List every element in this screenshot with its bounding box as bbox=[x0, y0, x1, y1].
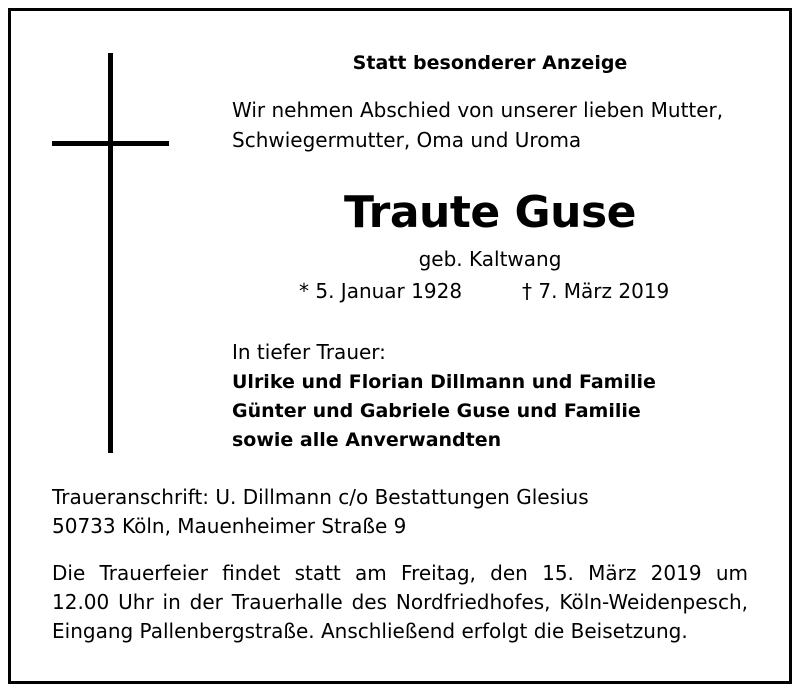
funeral-info-line: Eingang Pallenbergstraße. Anschließend erfolgt die Beisetzung. bbox=[52, 619, 688, 643]
cross-icon-vertical bbox=[108, 53, 113, 453]
intro-line-2: Schwiegermutter, Oma und Uroma bbox=[232, 128, 582, 152]
funeral-info-line: 12.00 Uhr in der Trauerhalle des Nordfriedhofes, Köln-Weidenpesch, bbox=[52, 590, 748, 614]
birth-name: geb. Kaltwang bbox=[418, 247, 562, 271]
death-date: † 7. März 2019 bbox=[522, 279, 670, 303]
mourning-address-line-1: Traueranschrift: U. Dillmann c/o Bestattungen Glesius bbox=[52, 485, 589, 509]
mourning-address-line-2: 50733 Köln, Mauenheimer Straße 9 bbox=[52, 514, 407, 538]
mourner-line: Günter und Gabriele Guse und Familie bbox=[232, 400, 641, 422]
mourner-line: sowie alle Anverwandten bbox=[232, 429, 502, 451]
intro-line-1: Wir nehmen Abschied von unserer lieben Mutter, bbox=[232, 98, 724, 122]
cross-icon-horizontal bbox=[52, 141, 169, 146]
mourner-line: Ulrike und Florian Dillmann und Familie bbox=[232, 371, 656, 393]
funeral-info-line: Die Trauerfeier findet statt am Freitag, den 15. März 2019 um bbox=[52, 561, 748, 585]
deceased-name: Traute Guse bbox=[343, 187, 637, 238]
birth-date: * 5. Januar 1928 bbox=[299, 279, 463, 303]
mourning-label: In tiefer Trauer: bbox=[232, 340, 386, 364]
notice-heading: Statt besonderer Anzeige bbox=[352, 52, 628, 74]
